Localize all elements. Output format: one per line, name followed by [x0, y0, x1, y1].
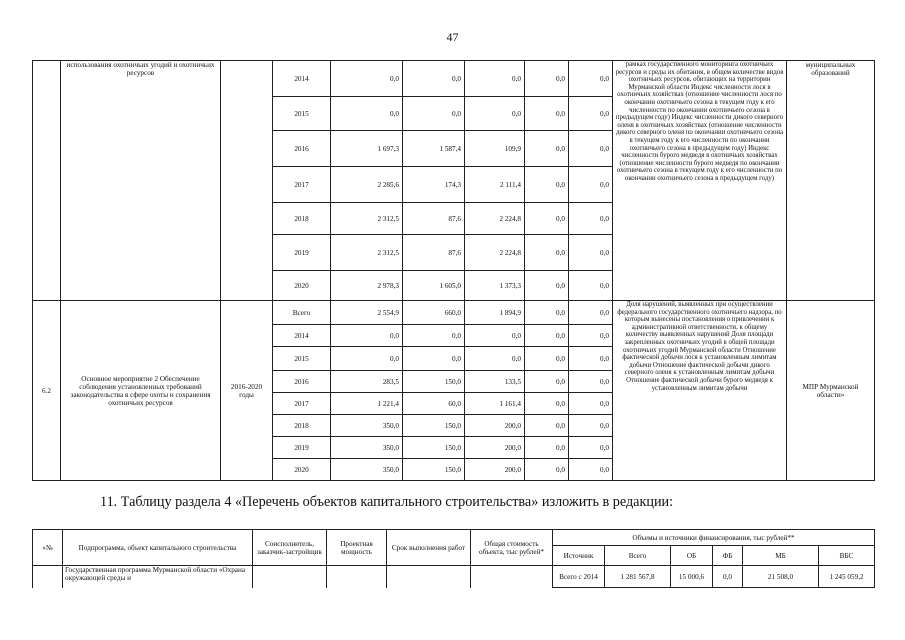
cell-indicators: Доля нарушений, выявленных при осуществлении федерального государственного охотничьего надзора, по которым вынесены постановления о привлечении к административной ответственности, к общему количеству выявленных нарушений Доля площади закрепленных охотничьих угодий в общей площади охотничьих угодий Мурманской области Отношение фактической добычи лося к установленным лимитам добычи Отношение фактической добычи дикого северного оленя к установленным лимитам добычи Отношение фактической добычи бурого медведя к установленным лимитам добычи: [613, 301, 787, 481]
cell-vbs: 0,0: [569, 393, 613, 415]
cell-vbs: 0,0: [569, 167, 613, 203]
col-coexec-header: Соисполнитель, заказчик-застройщик: [253, 530, 327, 566]
row-mb: 21 508,0: [743, 566, 819, 588]
cell-mb: 0,0: [525, 347, 569, 371]
row-coexec: [253, 566, 327, 588]
col-fb-header: ФБ: [713, 546, 743, 566]
cell-total: 2 285,6: [331, 167, 403, 203]
cell-ob: 150,0: [403, 371, 465, 393]
col-ob-header: ОБ: [671, 546, 713, 566]
row-fb: 0,0: [713, 566, 743, 588]
cell-year: 2017: [273, 393, 331, 415]
cell-ob: 150,0: [403, 437, 465, 459]
cell-ob: 87,6: [403, 203, 465, 235]
cell-total: 350,0: [331, 459, 403, 481]
funding-header: Объемы и источники финансирования, тыс рублей**: [553, 530, 875, 546]
cell-fb: 2 224,8: [465, 203, 525, 235]
cell-vbs: 0,0: [569, 131, 613, 167]
cell-year: 2014: [273, 325, 331, 347]
cell-year: 2015: [273, 347, 331, 371]
cell-ob: 660,0: [403, 301, 465, 325]
row-name: Государственная программа Мурманской области «Охрана окружающей среды и: [63, 566, 253, 588]
cell-fb: 0,0: [465, 61, 525, 97]
cell-mb: 0,0: [525, 167, 569, 203]
cell-executor: муниципальных образований: [787, 61, 875, 301]
cell-fb: 1 894,9: [465, 301, 525, 325]
cell-vbs: 0,0: [569, 97, 613, 131]
table-row: [33, 301, 875, 325]
cell-mb: 0,0: [525, 437, 569, 459]
cell-fb: 200,0: [465, 437, 525, 459]
cell-indicators: рамках государственного мониторинга охотничьих ресурсов и среды их обитания, в общем количестве видов охотничьих ресурсов, обитающих на территории Мурманской области Индекс численности лося в охотничьих хозяйствах (отношение численности лося по окончании охотничьего сезона в текущем году к его численности по окончании охотничьего сезона в предыдущем году) Индекс численности дикого северного оленя в охотничьих хозяйствах (отношение численности дикого северного оленя по окончании охотничьего сезона в текущем году к его численности по окончании охотничьего сезона в предыдущем году) Индекс численности бурого медведя в охотничьих хозяйствах (отношение численности бурого медведя по окончании охотничьего сезона в текущем году к его численности по окончании охотничьего сезона в предыдущем году): [613, 61, 787, 301]
cell-fb: 0,0: [465, 347, 525, 371]
cell-vbs: 0,0: [569, 347, 613, 371]
cell-mb: 0,0: [525, 131, 569, 167]
cell-fb: 0,0: [465, 97, 525, 131]
col-no-header: «№: [33, 530, 63, 566]
cell-fb: 200,0: [465, 459, 525, 481]
cell-total: 2 554,9: [331, 301, 403, 325]
cell-fb: 2 224,8: [465, 235, 525, 271]
cell-vbs: 0,0: [569, 371, 613, 393]
capital-construction-table: [32, 529, 875, 588]
cell-year: 2015: [273, 97, 331, 131]
cell-fb: 133,5: [465, 371, 525, 393]
cell-year: Всего: [273, 301, 331, 325]
cell-total: 1 221,4: [331, 393, 403, 415]
col-vbs-header: ВБС: [819, 546, 875, 566]
cell-year: 2018: [273, 203, 331, 235]
cell-total: 2 312,5: [331, 203, 403, 235]
col-source-header: Источник: [553, 546, 605, 566]
row-term: [387, 566, 471, 588]
cell-vbs: 0,0: [569, 301, 613, 325]
cell-ob: 87,6: [403, 235, 465, 271]
cell-mb: 0,0: [525, 271, 569, 301]
cell-ob: 0,0: [403, 325, 465, 347]
col-term-header: Срок выполнения работ: [387, 530, 471, 566]
cell-year: 2016: [273, 371, 331, 393]
cell-mb: 0,0: [525, 325, 569, 347]
cell-mb: 0,0: [525, 235, 569, 271]
cell-ob: 0,0: [403, 347, 465, 371]
cell-year: 2019: [273, 235, 331, 271]
cell-mb: 0,0: [525, 415, 569, 437]
row-capacity: [327, 566, 387, 588]
cell-vbs: 0,0: [569, 235, 613, 271]
cell-year: 2014: [273, 61, 331, 97]
financing-table: [32, 60, 875, 481]
cell-fb: 200,0: [465, 415, 525, 437]
row-total: 1 281 567,8: [605, 566, 671, 588]
cell-period: [221, 61, 273, 301]
cell-total: 2 978,3: [331, 271, 403, 301]
cell-vbs: 0,0: [569, 61, 613, 97]
cell-vbs: 0,0: [569, 203, 613, 235]
cell-total: 350,0: [331, 415, 403, 437]
cell-vbs: 0,0: [569, 459, 613, 481]
cell-ob: 0,0: [403, 61, 465, 97]
row-source: Всего с 2014: [553, 566, 605, 588]
cell-total: 0,0: [331, 61, 403, 97]
cell-ob: 174,3: [403, 167, 465, 203]
col-total-header: Всего: [605, 546, 671, 566]
cell-ob: 1 587,4: [403, 131, 465, 167]
cell-period: 2016-2020 годы: [221, 301, 273, 481]
cell-mb: 0,0: [525, 301, 569, 325]
cell-ob: 150,0: [403, 415, 465, 437]
cell-no: [33, 61, 61, 301]
cell-total: 2 312,5: [331, 235, 403, 271]
cell-ob: 60,0: [403, 393, 465, 415]
cell-fb: 2 111,4: [465, 167, 525, 203]
cell-fb: 1 161,4: [465, 393, 525, 415]
cell-executor: МПР Мурманской области»: [787, 301, 875, 481]
row-vbs: 1 245 059,2: [819, 566, 875, 588]
cell-mb: 0,0: [525, 61, 569, 97]
col-mb-header: МБ: [743, 546, 819, 566]
cell-mb: 0,0: [525, 459, 569, 481]
col-cost-header: Общая стоимость объекта, тыс рублей*: [471, 530, 553, 566]
cell-year: 2018: [273, 415, 331, 437]
cell-mb: 0,0: [525, 203, 569, 235]
cell-mb: 0,0: [525, 393, 569, 415]
cell-year: 2019: [273, 437, 331, 459]
cell-fb: 109,9: [465, 131, 525, 167]
cell-total: 350,0: [331, 437, 403, 459]
col-name-header: Подпрограмма, объект капитального строительства: [63, 530, 253, 566]
cell-total: 1 697,3: [331, 131, 403, 167]
cell-ob: 0,0: [403, 97, 465, 131]
cell-no: 6.2: [33, 301, 61, 481]
section-heading: 11. Таблицу раздела 4 «Перечень объектов капитального строительства» изложить в редакции:: [100, 494, 674, 510]
cell-vbs: 0,0: [569, 325, 613, 347]
cell-vbs: 0,0: [569, 271, 613, 301]
row-no: [33, 566, 63, 588]
cell-year: 2020: [273, 271, 331, 301]
cell-name: Основное мероприятие 2 Обеспечение соблюдения установленных требований законодательства в сфере охоты и сохранения охотничьих ресурсов: [61, 301, 221, 481]
cell-mb: 0,0: [525, 371, 569, 393]
cell-ob: 150,0: [403, 459, 465, 481]
cell-fb: 1 373,3: [465, 271, 525, 301]
cell-mb: 0,0: [525, 97, 569, 131]
cell-total: 0,0: [331, 97, 403, 131]
cell-year: 2020: [273, 459, 331, 481]
cell-vbs: 0,0: [569, 415, 613, 437]
cell-year: 2016: [273, 131, 331, 167]
row-ob: 15 000,6: [671, 566, 713, 588]
cell-ob: 1 605,0: [403, 271, 465, 301]
cell-total: 283,5: [331, 371, 403, 393]
row-cost: [471, 566, 553, 588]
col-capacity-header: Проектная мощность: [327, 530, 387, 566]
table-row: [33, 61, 875, 97]
cell-fb: 0,0: [465, 325, 525, 347]
cell-vbs: 0,0: [569, 437, 613, 459]
cell-name: использования охотничьих угодий и охотничьих ресурсов: [61, 61, 221, 301]
cell-year: 2017: [273, 167, 331, 203]
cell-total: 0,0: [331, 347, 403, 371]
cell-total: 0,0: [331, 325, 403, 347]
page-number: 47: [446, 30, 459, 44]
